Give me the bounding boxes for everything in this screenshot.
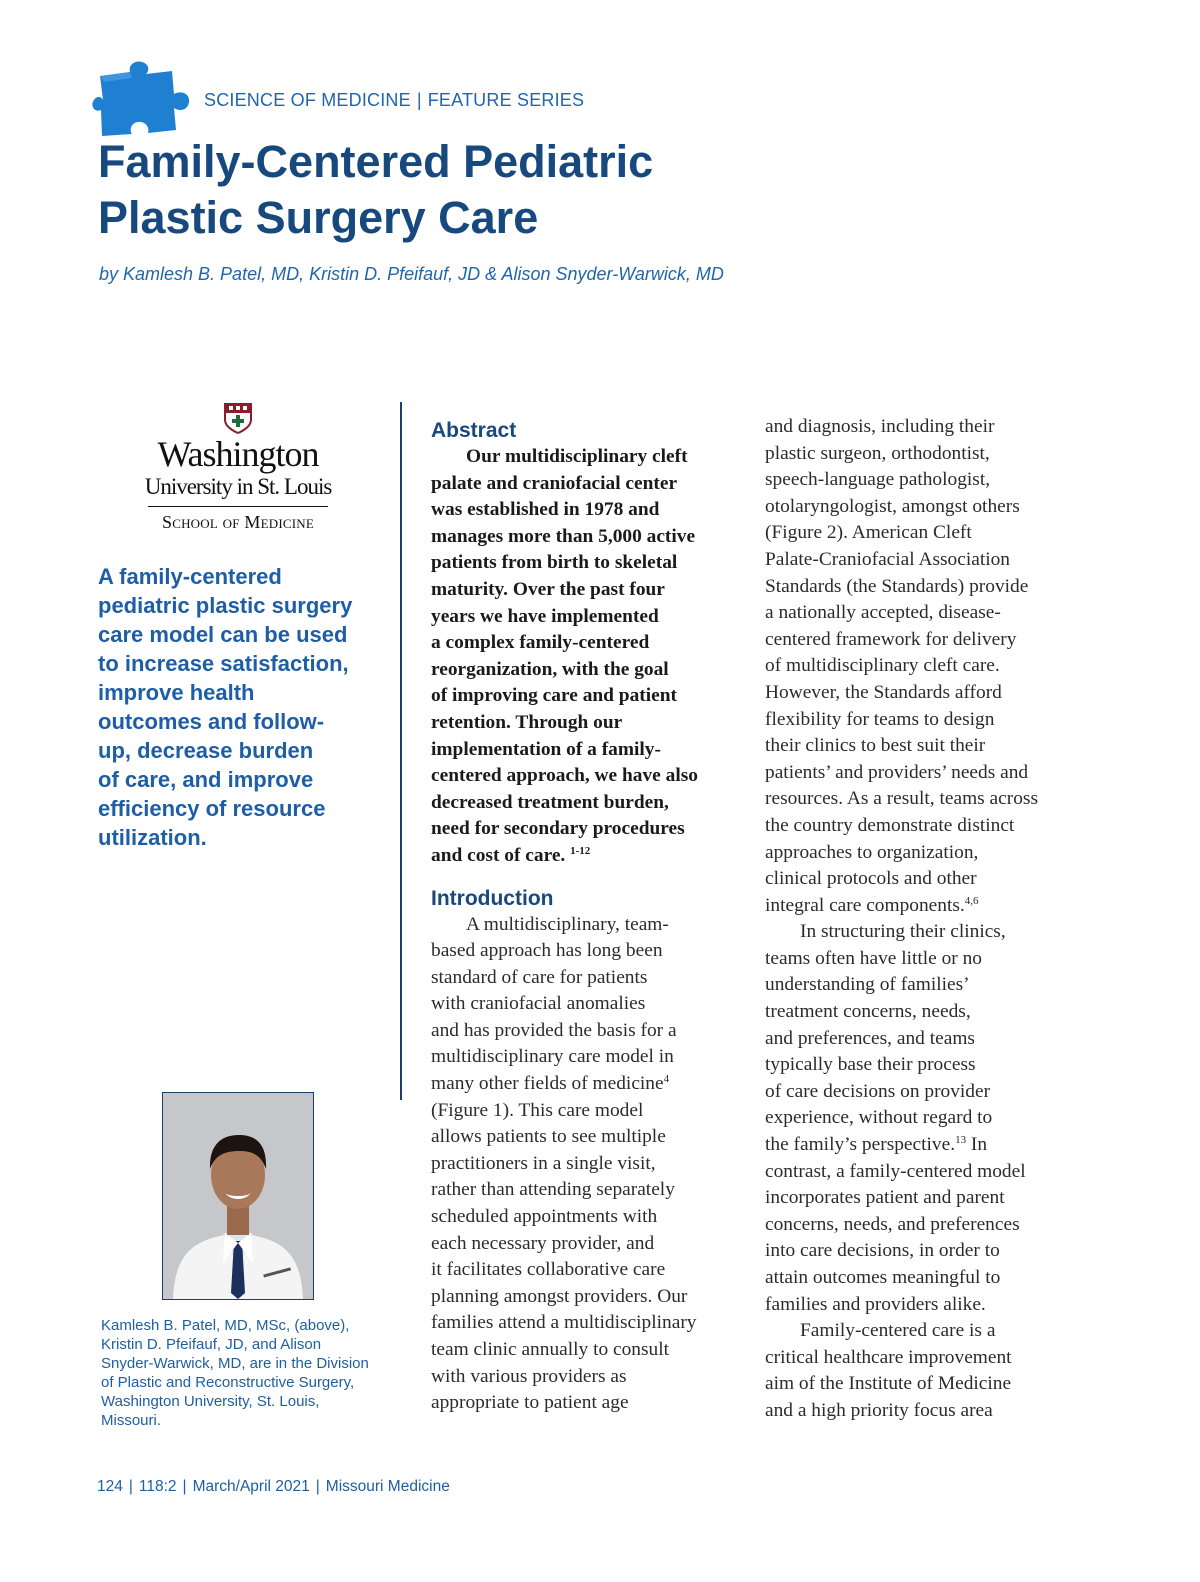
body-line: families and providers alike. [765,1293,986,1315]
intro-line [431,1071,741,1098]
puzzle-piece-icon [92,58,192,136]
introduction-heading: Introduction [431,886,554,910]
body-line: of care decisions on provider [765,1080,991,1102]
issue-date: March/April 2021 [192,1478,310,1495]
body-line: of multidisciplinary cleft care. [765,655,1000,677]
intro-line-text: many other fields of medicine [431,1073,664,1095]
body-line [765,1132,1075,1159]
pull-quote-line: pediatric plastic surgery [98,593,353,618]
caption-line: Missouri. [101,1412,162,1429]
intro-line: based approach has long been [431,940,663,962]
author-caption [101,1316,411,1430]
abstract-line: centered approach, we have also [431,765,698,787]
series-left: SCIENCE OF MEDICINE [204,90,411,110]
university-shield-icon [223,402,253,434]
title-line-1: Family-Centered Pediatric [98,136,654,187]
body-line: patients’ and providers’ needs and [765,761,1029,783]
abstract-line: implementation of a family- [431,738,661,760]
abstract-line: manages more than 5,000 active [431,525,696,547]
pull-quote-line: care model can be used [98,622,348,647]
body-line-text: the family’s perspective. [765,1134,956,1156]
feature-series-label [204,90,584,111]
intro-line: standard of care for patients [431,966,648,988]
body-line: and preferences, and teams [765,1027,975,1049]
body-line: Standards (the Standards) provide [765,575,1029,597]
article-title [98,134,653,246]
pull-quote-line: efficiency of resource [98,796,326,821]
body-line: the country demonstrate distinct [765,814,1015,836]
footer-separator: | [128,1478,133,1495]
abstract-line: palate and craniofacial center [431,472,678,494]
series-right: FEATURE SERIES [427,90,585,110]
series-separator: | [416,90,422,110]
intro-line: team clinic annually to consult [431,1339,670,1360]
intro-line: A multidisciplinary, team- [466,913,669,935]
logo-divider [148,506,328,507]
intro-line: it facilitates collaborative care [431,1259,666,1281]
logo-school: School of Medicine [162,512,314,532]
body-line: In structuring their clinics, [800,921,1006,943]
intro-line: multidisciplinary care model in [431,1046,674,1068]
abstract-line: maturity. Over the past four [431,578,665,600]
caption-line: Kristin D. Pfeifauf, JD, and Alison [101,1336,322,1353]
logo-washington: Washington [157,434,319,474]
reference-superscript: 4,6 [964,894,979,907]
body-line: typically base their process [765,1054,976,1076]
body-line: resources. As a result, teams across [765,788,1039,810]
pull-quote-line: of care, and improve [98,767,314,792]
pull-quote [98,562,383,852]
body-line: Family-centered care is a [800,1320,996,1342]
body-line: and a high priority focus area [765,1399,993,1421]
pull-quote-line: A family-centered [98,564,282,589]
intro-line: (Figure 1). This care model [431,1099,644,1121]
abstract-reference: 1-12 [570,844,591,857]
pull-quote-line: improve health [98,680,255,705]
body-line: clinical protocols and other [765,868,977,890]
abstract-line: retention. Through our [431,711,623,733]
abstract-last-text: and cost of care. [431,844,566,866]
abstract-line: need for secondary procedures [431,818,685,840]
body-line: a nationally accepted, disease- [765,602,1001,624]
column-divider [400,402,402,1100]
body-line: and diagnosis, including their [765,416,995,437]
abstract-line: Our multidisciplinary cleft [466,446,688,467]
body-line: teams often have little or no [765,947,982,969]
abstract-line [431,843,741,870]
body-line: understanding of families’ [765,974,970,996]
body-line: (Figure 2). American Cleft [765,522,972,544]
logo-university: University in St. Louis [144,474,332,499]
page-footer [97,1478,450,1496]
middle-column [431,418,741,1417]
body-line: However, the Standards afford [765,681,1002,703]
body-line: centered framework for delivery [765,628,1017,650]
caption-line: of Plastic and Reconstructive Surgery, [101,1374,355,1391]
abstract-line: decreased treatment burden, [431,791,669,813]
introduction-body [431,912,741,1417]
abstract-line: reorganization, with the goal [431,658,669,680]
abstract-line: a complex family-centered [431,632,650,654]
body-line: Palate-Craniofacial Association [765,548,1010,570]
intro-line: each necessary provider, and [431,1232,655,1254]
intro-reference: 4 [663,1073,670,1086]
journal-name: Missouri Medicine [325,1478,450,1495]
abstract-line: of improving care and patient [431,685,677,707]
pull-quote-line: to increase satisfaction, [98,651,349,676]
body-line: contrast, a family-centered model [765,1160,1026,1182]
intro-line: and has provided the basis for a [431,1019,677,1041]
caption-line: Snyder-Warwick, MD, are in the Division [101,1355,369,1372]
intro-line: allows patients to see multiple [431,1126,666,1148]
pull-quote-line: up, decrease burden [98,738,314,763]
footer-separator: | [315,1478,320,1495]
intro-line: rather than attending separately [431,1179,675,1201]
intro-line: appropriate to patient age [431,1392,629,1414]
intro-line: practitioners in a single visit, [431,1152,656,1174]
body-line: treatment concerns, needs, [765,1001,971,1023]
body-line: concerns, needs, and preferences [765,1213,1020,1235]
body-line: incorporates patient and parent [765,1187,1005,1209]
body-line-text: In [966,1134,988,1156]
body-line: into care decisions, in order to [765,1240,1000,1262]
title-line-2: Plastic Surgery Care [98,192,539,243]
intro-line: families attend a multidisciplinary [431,1312,697,1334]
caption-line: Kamlesh B. Patel, MD, MSc, (above), [101,1317,350,1334]
body-line: approaches to organization, [765,841,979,863]
abstract-body [431,444,741,870]
body-line: their clinics to best suit their [765,735,986,757]
body-line: critical healthcare improvement [765,1346,1012,1368]
byline: by Kamlesh B. Patel, MD, Kristin D. Pfeifauf, JD & Alison Snyder-Warwick, MD [99,264,724,284]
abstract-heading: Abstract [431,419,517,442]
abstract-line: was established in 1978 and [431,499,660,521]
page-number: 124 [97,1478,123,1495]
footer-separator: | [182,1478,187,1495]
abstract-line: patients from birth to skeletal [431,552,678,574]
body-line [765,893,1075,920]
body-line: aim of the Institute of Medicine [765,1373,1012,1395]
body-line: speech-language pathologist, [765,469,991,491]
university-logo [140,402,336,533]
abstract-line: years we have implemented [431,605,659,627]
intro-line: with craniofacial anomalies [431,993,646,1015]
body-line: attain outcomes meaningful to [765,1267,1001,1288]
pull-quote-line: utilization. [98,825,207,850]
caption-line: Washington University, St. Louis, [101,1393,320,1410]
body-line: flexibility for teams to design [765,708,995,730]
body-line-text: integral care components. [765,894,965,916]
intro-line: with various providers as [431,1365,627,1387]
author-photo [162,1092,314,1300]
pull-quote-line: outcomes and follow- [98,709,325,734]
body-line: experience, without regard to [765,1107,993,1129]
intro-line: planning amongst providers. Our [431,1285,688,1307]
issue-number: 118:2 [138,1478,177,1495]
reference-superscript: 13 [955,1134,967,1147]
body-line: otolaryngologist, amongst others [765,495,1020,517]
intro-line: scheduled appointments with [431,1206,658,1228]
right-column [765,414,1075,1425]
body-line: plastic surgeon, orthodontist, [765,442,990,464]
